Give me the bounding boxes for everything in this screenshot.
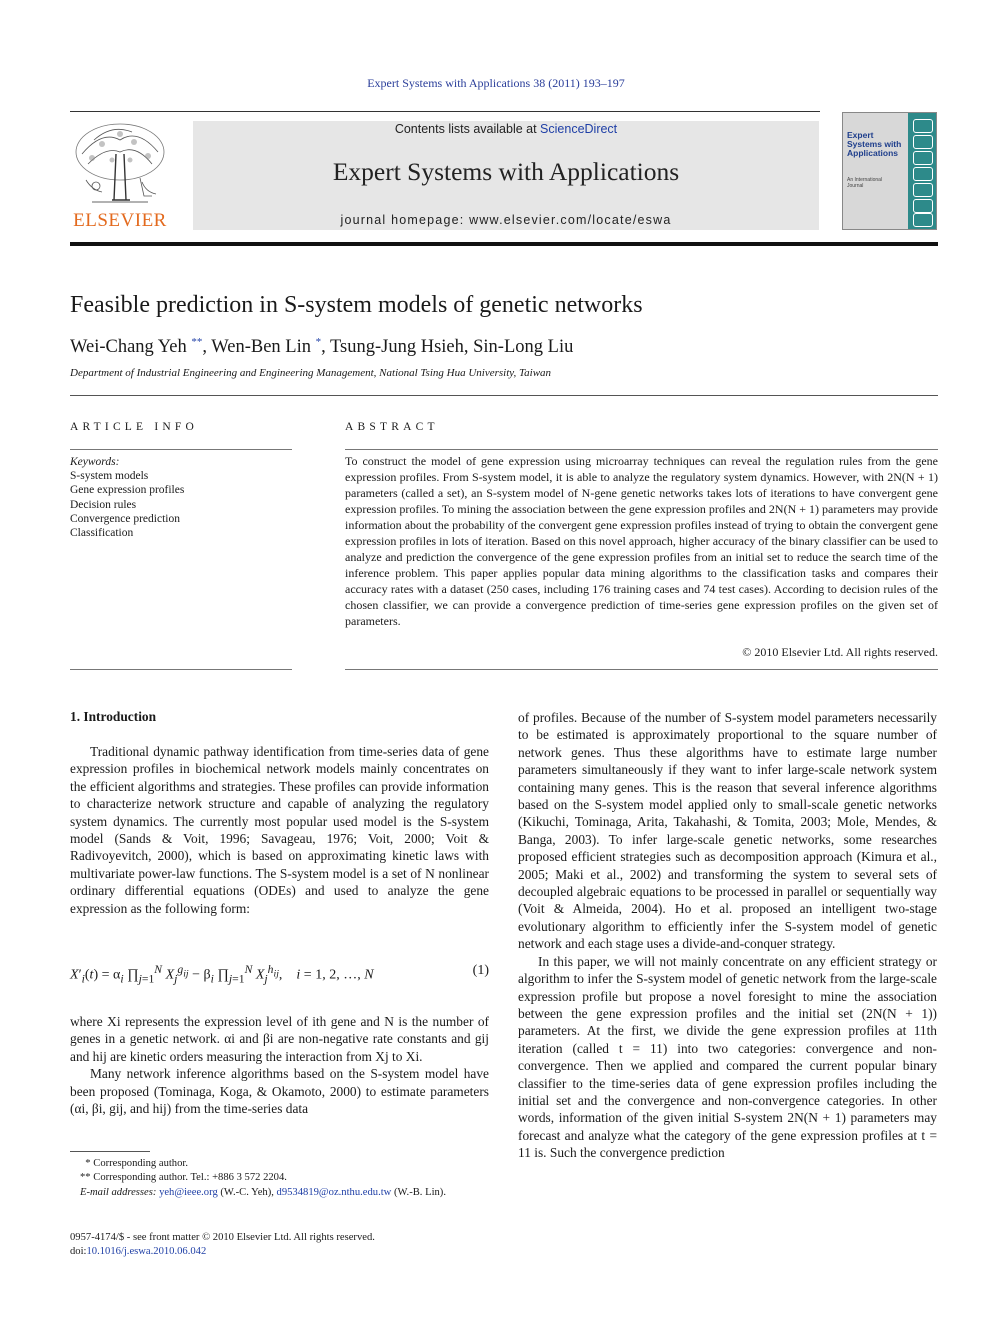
author-name: Wen-Ben Lin [211, 337, 311, 358]
keywords-label: Keywords: [70, 456, 120, 468]
sciencedirect-link[interactable]: ScienceDirect [540, 122, 618, 136]
footnote-rule [70, 1151, 150, 1152]
elsevier-logo [70, 120, 170, 232]
elsevier-tree-icon [72, 120, 168, 210]
keyword: Gene expression profiles [70, 484, 185, 497]
author-name: Wei-Chang Yeh [70, 337, 187, 358]
keyword: Convergence prediction [70, 512, 180, 525]
article-info-heading: ARTICLE INFO [70, 421, 198, 433]
issn-line: 0957-4174/$ - see front matter © 2010 Elsevier Ltd. All rights reserved. [70, 1232, 375, 1243]
journal-banner [193, 121, 819, 230]
divider [345, 669, 938, 670]
email-owner: (W.-C. Yeh), [220, 1186, 274, 1198]
body-column-left [70, 743, 489, 917]
paragraph: In this paper, we will not mainly concentrate on any efficient strategy or algorithm to infer the S-system model of genetic network from the large-scale expression profile but propose a novel foresight to mine the association between the gene expression profiles and the initial set (2N(N + 1)) parameters. At the first, we divide the gene expression profiles at 11th iteration (called t = 11) into two categories: convergence and non-convergence. Then we applied and compared the current popular binary classifier to the time-series data of gene expression profiles including the initial set and the convergence and non-convergence categories. In other words, information of the given initial S-system 2N(N + 1) parameters may forecast and analyze what the category of the gene expression profiles at t = 11 is. Such the convergence prediction [518, 953, 937, 1161]
email-label: E-mail addresses: [80, 1186, 157, 1198]
publication-info [70, 1231, 375, 1259]
keyword: S-system models [70, 470, 149, 483]
cover-icon-strip [908, 113, 936, 229]
paragraph: of profiles. Because of the number of S-system model parameters necessarily to be estimated is approximately proportional to the square number of network genes. Thus these algorithms have to estimate large number parameters simultaneously if they want to infer large-scale network system containing many genes. This is the reason that several inference algorithms based on the S-system model applied only to small-scale genetic networks (Kikuchi, Tominaga, Arita, Takahashi, & Tomita, 2003; Mole, Mendes, & Banga, 2003). To infer large-scale genetic networks, some researches proposed efficient strategies such as decomposition approach (Kimura et al., 2005; Maki et al., 2002) and transforming the system to several sets of decoupled algebraic equations to be processed in parallel or sequentially way (Voit & Almeida, 2004). Ho et al. proposed an intelligent two-stage evolutionary algorithm to efficiently infer the S-system model of genetic network and each stage uses a divide-and-conquer strategy. [518, 710, 937, 952]
email-owner: (W.-B. Lin). [394, 1186, 446, 1198]
author-footnote-mark[interactable]: ** [191, 336, 203, 348]
footnote-corr2: Corresponding author. Tel.: +886 3 572 2204. [93, 1172, 287, 1184]
footnotes: * Corresponding author. ** Corresponding author. Tel.: +886 3 572 2204. E-mail addresses: yeh@ieee.org (W.-C. Yeh), d9534819@oz.nthu.edu.tw (W.-B. Lin). [80, 1158, 446, 1198]
equation-1 [70, 950, 489, 998]
divider [70, 669, 292, 670]
paragraph: Traditional dynamic pathway identification from time-series data of gene expression profiles in biochemical network models mainly concentrates on the efficient algorithms and strategies. These profiles can provide information to characterize network structure and capable of analyzing the regulatory system dynamics. The currently most popular used model is the S-system model (Sands & Voit, 1996; Savageau, 1976; Voit, 2000; Voit & Radivoyevitch, 2000), which is based on approximating kinetic laws with multivariate power-law functions. The S-system model is a set of N nonlinear ordinary differential equations (ODEs) and used to analyze the gene expression as the following form: [70, 744, 489, 916]
journal-name: Expert Systems with Applications [332, 157, 680, 186]
author-footnote-mark[interactable]: * [315, 336, 322, 348]
equation-body: $X'_i(t) = \alpha_i$ $\prod_{j=1}^N$ $X_j^{g_{ij}} - \beta_i$ $\prod_{j=1}^N$ $X_j^{h_{ij}}$, i = 1, 2, …, N [70, 963, 374, 986]
cover-subtitle: An International Journal [847, 177, 883, 189]
divider [70, 449, 292, 450]
journal-homepage[interactable]: journal homepage: www.elsevier.com/locate/eswa [340, 213, 672, 227]
footnote-corr1: Corresponding author. [93, 1158, 188, 1169]
abstract-text: To construct the model of gene expression using microarray techniques can reveal the regulation rules from the gene expression profiles. From S-system model, it is able to analyze the regulatory system dynamics. However, with 2N(N + 1) parameters (called a set), an S-system model of N-gene genetic networks takes lots of iterations to have convergent gene expression profiles. To mining the association between the gene expression profiles and 2N(N + 1) parameters may provide information about the probability of the convergent gene expression profiles instead of trying to obtain the convergent gene expression profiles in lots of iteration. Based on this novel approach, higher accuracy of the binary classifier can be used to analyze and prediction the convergence of the gene expression profiles from an initial set to reduce the search time of the inference problem. This paper applies popular data mining algorithms to the classification tasks and compares their accuracy rates with a dataset (250 cases, including 176 training cases and 74 test cases). According to decision rules of the chosen classifier, we can provide a convergence prediction of time-series gene expression profiles on the given set of parameters. [345, 454, 938, 628]
article-title: Feasible prediction in S-system models of genetic networks [70, 292, 643, 318]
affiliation: Department of Industrial Engineering and Engineering Management, National Tsing Hua University, Taiwan [70, 367, 552, 379]
keywords-block [70, 455, 184, 540]
author-list: Wei-Chang Yeh **, Wen-Ben Lin *, Tsung-Jung Hsieh, Sin-Long Liu [70, 336, 574, 358]
author-name: Sin-Long Liu [473, 337, 574, 358]
header-thick-rule [70, 242, 938, 246]
abstract-heading: ABSTRACT [345, 421, 439, 433]
body-column-left-2 [70, 1013, 489, 1117]
doi-link[interactable]: 10.1016/j.eswa.2010.06.042 [86, 1246, 207, 1257]
doi-prefix: doi: [70, 1246, 87, 1257]
elsevier-wordmark: ELSEVIER [73, 210, 167, 231]
keyword: Decision rules [70, 498, 137, 511]
email-link-yeh[interactable]: yeh@ieee.org [159, 1186, 218, 1198]
paragraph: Many network inference algorithms based on the S-system model have been proposed (Tominaga, Koga, & Okamoto, 2000) to estimate parameters (αi, βi, gij, and hij) from the time-series data [70, 1066, 489, 1117]
cover-title: Expert Systems with Applications [847, 130, 902, 158]
contents-line [193, 121, 819, 137]
divider [345, 449, 938, 450]
paragraph: where Xi represents the expression level of ith gene and N is the number of genes in a genetic network. αi and βi are non-negative rate constants and gij and hij are kinetic orders measuring the interaction from Xj to Xi. [70, 1014, 489, 1064]
keyword: Classification [70, 527, 134, 540]
equation-number: (1) [472, 963, 489, 978]
body-column-right [518, 709, 937, 1162]
divider [70, 395, 938, 396]
section-heading: 1. Introduction [70, 709, 157, 724]
copyright: © 2010 Elsevier Ltd. All rights reserved. [742, 645, 938, 659]
email-link-lin[interactable]: d9534819@oz.nthu.edu.tw [276, 1186, 392, 1198]
contents-prefix: Contents lists available at [394, 122, 541, 136]
author-name: Tsung-Jung Hsieh [330, 337, 464, 358]
header-rule [70, 111, 820, 112]
journal-reference[interactable]: Expert Systems with Applications 38 (2011) 193–197 [367, 76, 625, 90]
journal-cover-image [842, 112, 937, 230]
